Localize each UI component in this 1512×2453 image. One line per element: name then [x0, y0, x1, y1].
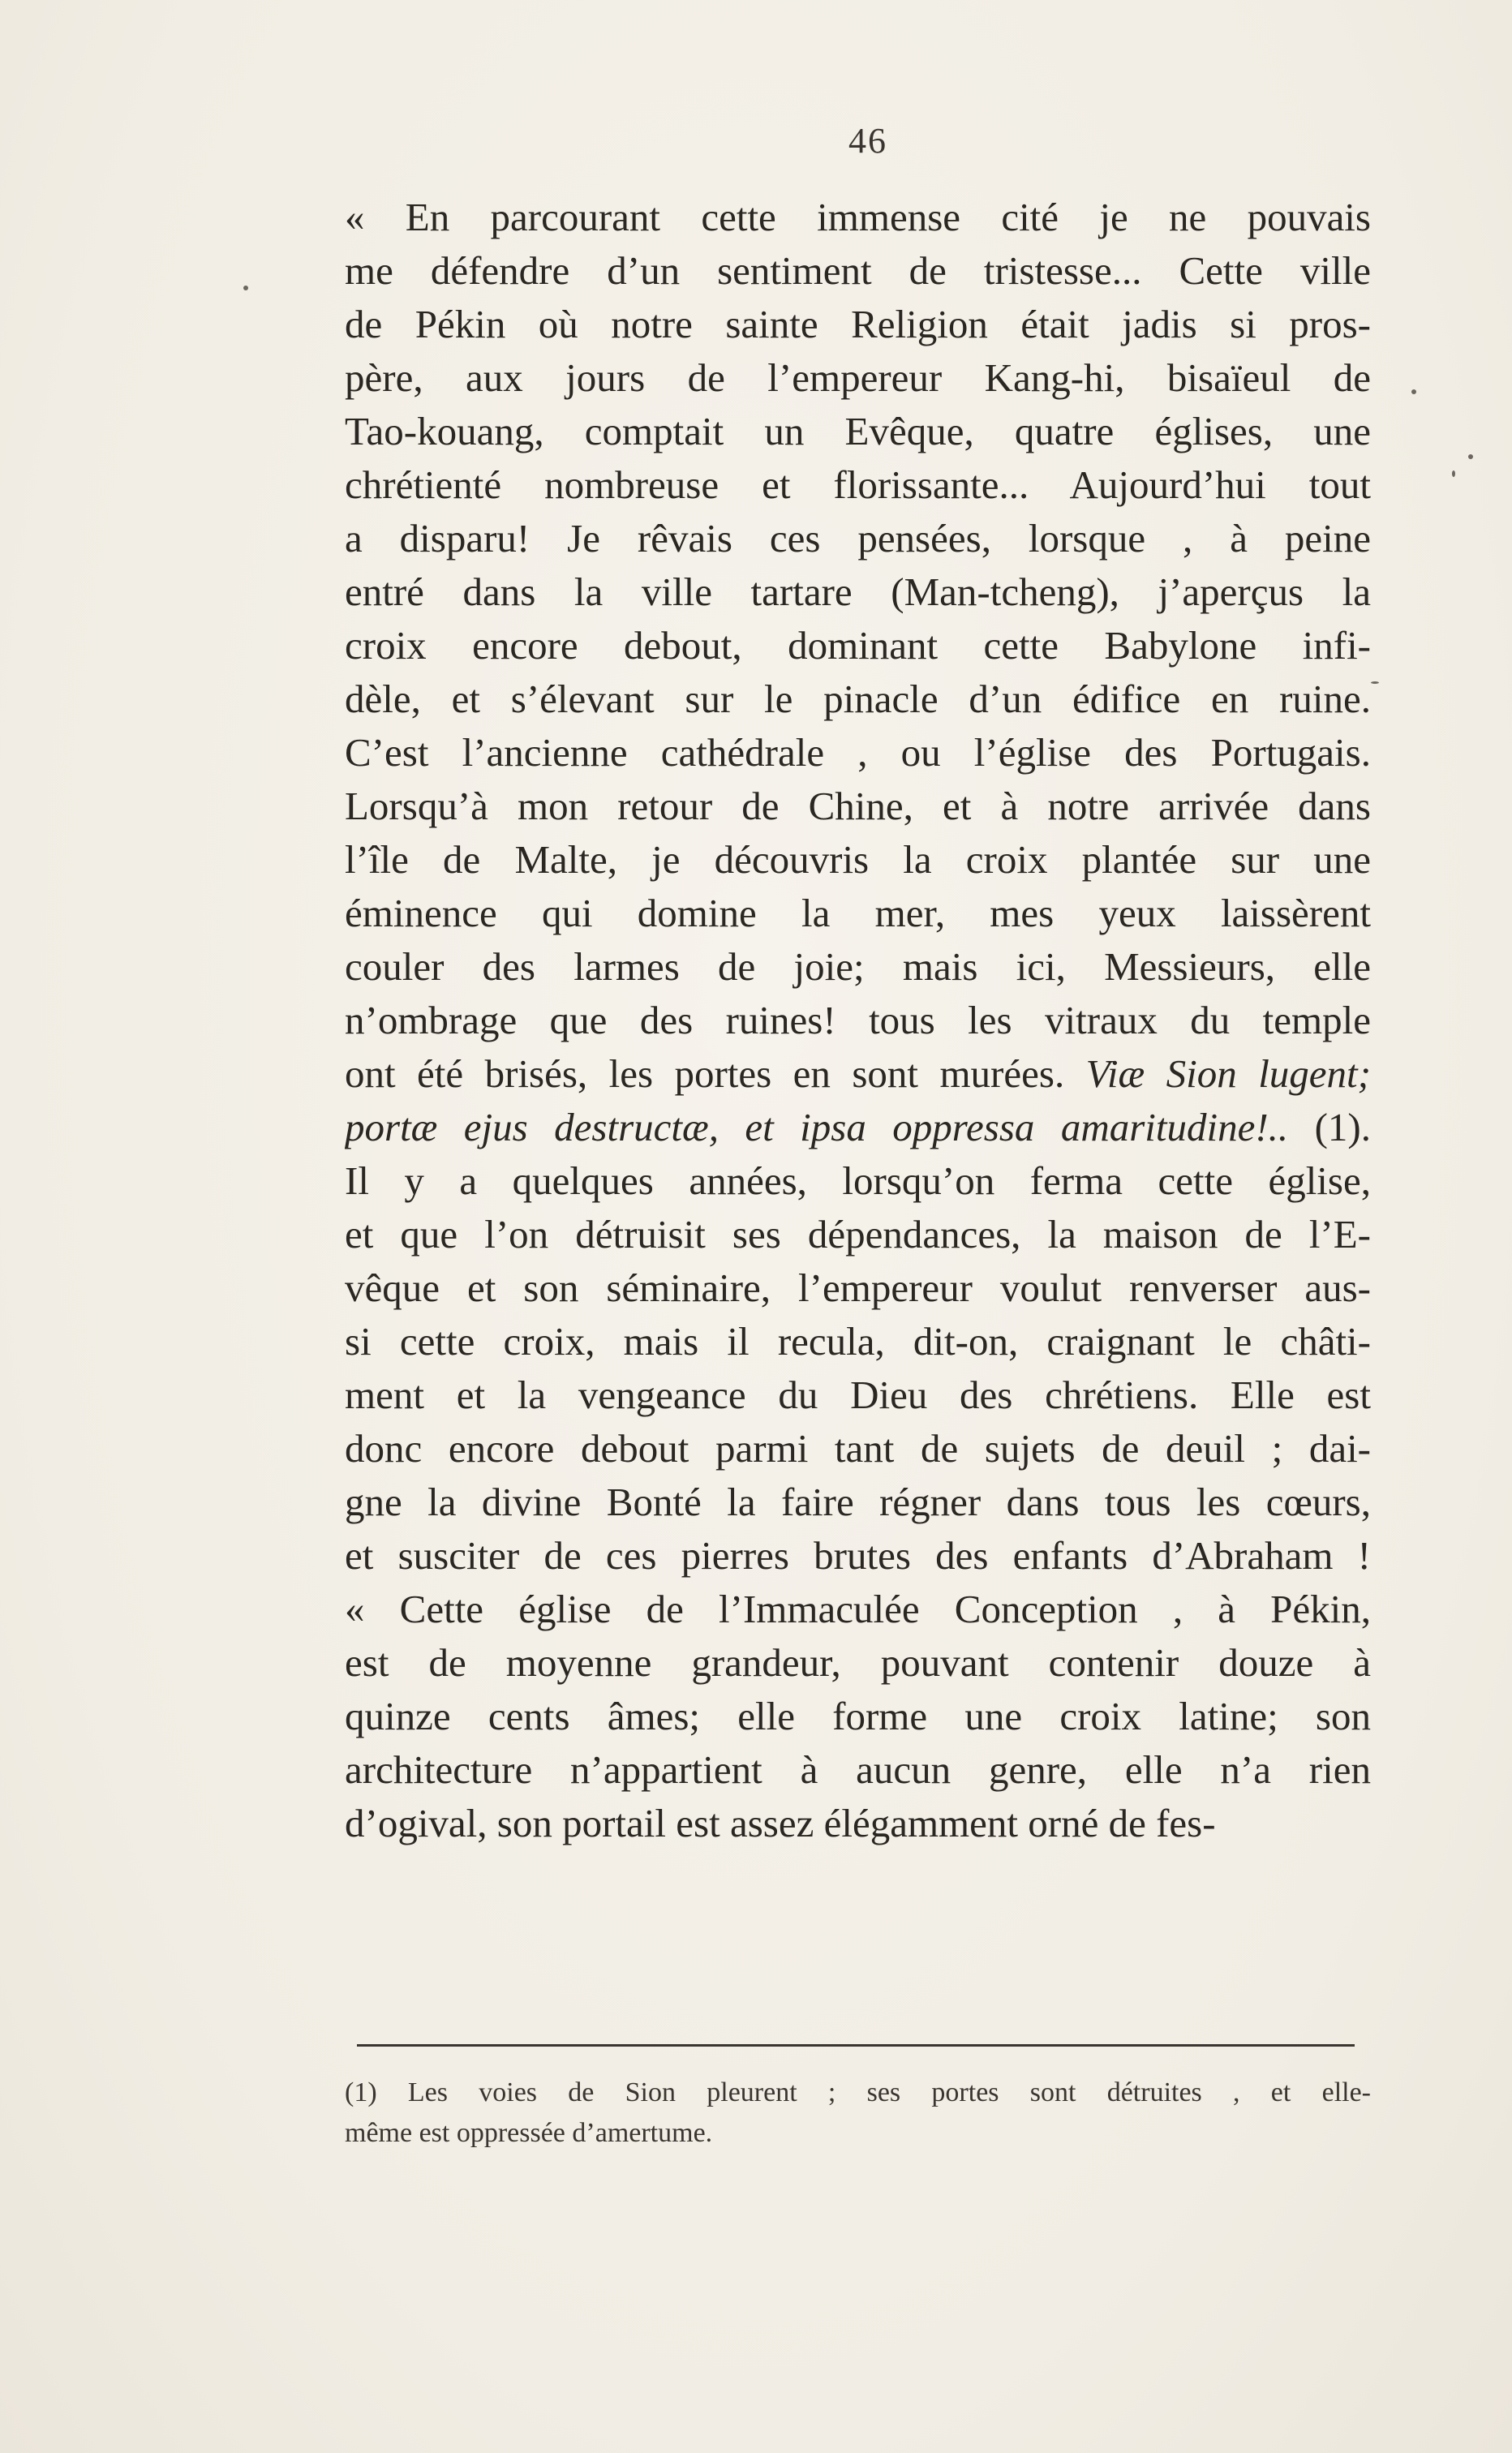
text-line-22: si cette croix, mais il recula, dit-on, craignant le châti-: [345, 1319, 1371, 1364]
text-line-23: ment et la vengeance du Dieu des chrétiens. Elle est: [345, 1373, 1371, 1417]
text-line-12: Lorsqu’à mon retour de Chine, et à notre arrivée dans: [345, 784, 1371, 828]
paper-speck: [243, 286, 248, 290]
text-line-9: croix encore debout, dominant cette Babylone infi-: [345, 623, 1371, 668]
text-line-18: [345, 1101, 1371, 1154]
text-line-25: gne la divine Bonté la faire régner dans tous les cœurs,: [345, 1480, 1371, 1524]
text-line-13: l’île de Malte, je découvris la croix plantée sur une: [345, 837, 1371, 882]
text-line-31: d’ogival, son portail est assez élégamment orné de fes-: [345, 1801, 1216, 1845]
footnote-line-2: même est oppressée d’amertume.: [345, 2118, 713, 2148]
text-line-26: et susciter de ces pierres brutes des enfants d’Abraham !: [345, 1533, 1371, 1578]
text-line-19: Il y a quelques années, lorsqu’on ferma cette église,: [345, 1158, 1371, 1203]
text-line-7: a disparu! Je rêvais ces pensées, lorsque , à peine: [345, 516, 1371, 561]
text-line-28: est de moyenne grandeur, pouvant contenir douze à: [345, 1640, 1371, 1685]
footnote-line-1: (1) Les voies de Sion pleurent ; ses portes sont détruites , et elle-: [345, 2077, 1371, 2107]
paper-speck: [1468, 454, 1473, 459]
text-line-27: « Cette église de l’Immaculée Conception , à Pékin,: [345, 1587, 1371, 1631]
text-line-15: couler des larmes de joie; mais ici, Messieurs, elle: [345, 944, 1371, 989]
text-line-3: de Pékin où notre sainte Religion était jadis si pros-: [345, 302, 1371, 346]
latin-quote-part-1: Viæ Sion lugent;: [1085, 1051, 1371, 1096]
text-line-14: éminence qui domine la mer, mes yeux laissèrent: [345, 891, 1371, 935]
page-number: 46: [848, 121, 887, 161]
text-line-30: architecture n’appartient à aucun genre, elle n’a rien: [345, 1747, 1371, 1792]
text-line-8: entré dans la ville tartare (Man-tcheng), j’aperçus la: [345, 569, 1371, 614]
text-line-1: « En parcourant cette immense cité je ne pouvais: [345, 195, 1371, 239]
footnote-reference: (1).: [1288, 1105, 1371, 1149]
paper-speck: [1411, 389, 1416, 394]
text-line-21: vêque et son séminaire, l’empereur voulut renverser aus-: [345, 1265, 1371, 1310]
text-line-29: quinze cents âmes; elle forme une croix latine; son: [345, 1694, 1371, 1738]
footnote-separator-rule: [357, 2044, 1355, 2047]
paper-speck: [1452, 470, 1455, 477]
paper-speck: [1371, 681, 1379, 684]
footnote-block: [345, 2073, 1371, 2154]
text-line-10: dèle, et s’élevant sur le pinacle d’un édifice en ruine.: [345, 677, 1371, 721]
text-line-5: Tao-kouang, comptait un Evêque, quatre églises, une: [345, 409, 1371, 453]
text-line-6: chrétienté nombreuse et florissante... Aujourd’hui tout: [345, 462, 1371, 507]
text-line-17-roman: ont été brisés, les portes en sont murées.: [345, 1051, 1086, 1096]
text-line-16: n’ombrage que des ruines! tous les vitraux du temple: [345, 998, 1371, 1042]
main-text-block: [345, 191, 1371, 1850]
text-line-17: [345, 1047, 1371, 1101]
text-line-24: donc encore debout parmi tant de sujets de deuil ; dai-: [345, 1426, 1371, 1471]
text-line-4: père, aux jours de l’empereur Kang-hi, bisaïeul de: [345, 355, 1371, 400]
text-line-2: me défendre d’un sentiment de tristesse... Cette ville: [345, 248, 1371, 293]
text-line-11: C’est l’ancienne cathédrale , ou l’église des Portugais.: [345, 730, 1371, 775]
latin-quote-part-2: portæ ejus destructæ, et ipsa oppressa amaritudine!..: [345, 1105, 1289, 1149]
text-line-20: et que l’on détruisit ses dépendances, la maison de l’E-: [345, 1212, 1371, 1257]
